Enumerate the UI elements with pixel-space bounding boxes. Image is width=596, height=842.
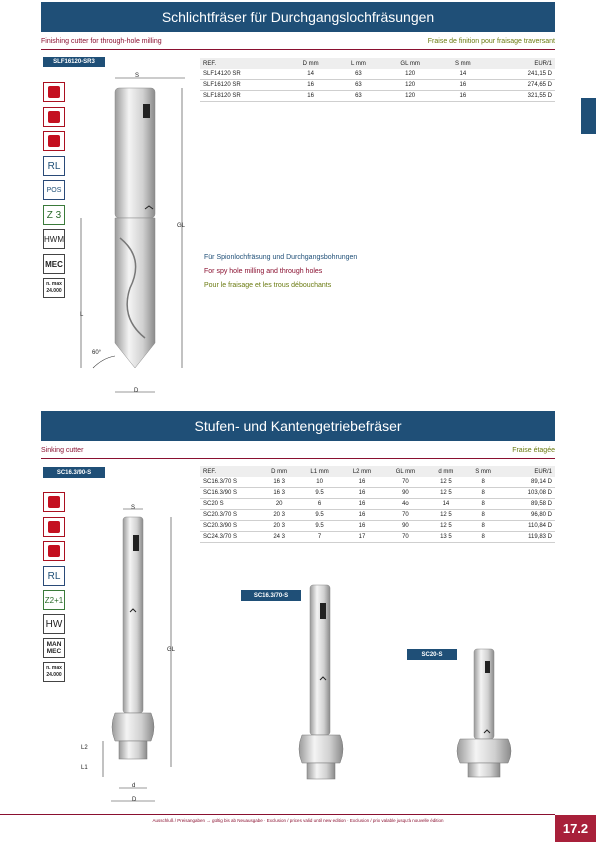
section1-subtitle-row <box>41 38 555 45</box>
cell-s: 8 <box>464 532 502 543</box>
bore-icon <box>43 131 65 151</box>
cell-gl: 120 <box>382 80 439 91</box>
col-ref: REF. <box>200 466 260 477</box>
dim-gl-label: GL <box>177 223 186 229</box>
cell-s: 14 <box>439 69 487 80</box>
section2-divider <box>41 458 555 459</box>
cell-gl: 70 <box>383 477 427 488</box>
cell-l2: 16 <box>341 488 383 499</box>
material-hwm-icon: HWM <box>43 229 65 249</box>
cell-gl: 120 <box>382 91 439 102</box>
cell-ref: SLF18120 SR <box>200 91 286 102</box>
chapter-tab-marker <box>581 98 596 134</box>
section2-title: Stufen- und Kantengetriebefräser <box>194 418 402 434</box>
cell-s: 8 <box>464 510 502 521</box>
cell-d-small: 12 5 <box>428 488 465 499</box>
cell-price: 96,80 D <box>502 510 555 521</box>
table-row <box>200 488 555 499</box>
plunge-icon <box>43 492 65 512</box>
cell-price: 321,55 D <box>487 91 555 102</box>
section1-desc-en: For spy hole milling and through holes <box>204 268 323 275</box>
dim-s-label: S <box>135 73 140 79</box>
table-row <box>200 477 555 488</box>
cell-l: 63 <box>335 69 381 80</box>
section1-spec-table <box>200 58 555 102</box>
flutes-icon: Z2+1 <box>43 590 65 610</box>
rotation-rl-icon: RL <box>43 566 65 586</box>
section2-product-code: SC16.3/90-S <box>43 467 105 478</box>
section2-subtitle-fr: Fraise étagée <box>512 447 555 454</box>
cell-d-small: 14 <box>428 499 465 510</box>
section1-title-banner <box>41 2 555 32</box>
dim-l-label: L <box>80 312 84 318</box>
col-d-small: d mm <box>428 466 465 477</box>
cell-ref: SC20.3/70 S <box>200 510 260 521</box>
cell-d: 14 <box>286 69 335 80</box>
section1-subtitle-fr: Fraise de finition pour fraisage traversant <box>427 38 555 45</box>
cell-s: 8 <box>464 477 502 488</box>
dim-angle-label: 60° <box>92 350 102 356</box>
table-row <box>200 80 555 91</box>
cell-l1: 6 <box>298 499 340 510</box>
col-l: L mm <box>335 58 381 69</box>
cell-price: 119,83 D <box>502 532 555 543</box>
cell-s: 8 <box>464 499 502 510</box>
col-eur: EUR/1 <box>502 466 555 477</box>
cell-l1: 9.5 <box>298 510 340 521</box>
cell-ref: SLF16120 SR <box>200 80 286 91</box>
cell-s: 8 <box>464 521 502 532</box>
cell-gl: 70 <box>383 510 427 521</box>
col-l2: L2 mm <box>341 466 383 477</box>
section2-subtitle-row <box>41 447 555 454</box>
section1-product-code: SLF16120-SR3 <box>43 57 105 67</box>
cell-ref: SC20 S <box>200 499 260 510</box>
table-row <box>200 499 555 510</box>
cell-gl: 90 <box>383 521 427 532</box>
cell-price: 274,65 D <box>487 80 555 91</box>
variant-code-c: SC20-S <box>407 649 457 660</box>
dim-d-label: D <box>134 388 139 394</box>
cell-d: 20 3 <box>260 521 298 532</box>
cell-gl: 120 <box>382 69 439 80</box>
cell-ref: SC16.3/90 S <box>200 488 260 499</box>
cell-d: 24 3 <box>260 532 298 543</box>
flutes-icon: Z 3 <box>43 205 65 225</box>
dim-l2-label: L2 <box>81 745 88 751</box>
dim-d-small-label: d <box>132 783 136 789</box>
cell-s: 8 <box>464 488 502 499</box>
table-row <box>200 521 555 532</box>
col-s: S mm <box>464 466 502 477</box>
cell-l2: 16 <box>341 499 383 510</box>
col-eur: EUR/1 <box>487 58 555 69</box>
pos-icon: POS <box>43 180 65 200</box>
bore-icon <box>43 541 65 561</box>
cell-l2: 16 <box>341 477 383 488</box>
cell-price: 241,15 D <box>487 69 555 80</box>
rpm-icon: n. max 24.000 <box>43 662 65 682</box>
cell-l1: 7 <box>298 532 340 543</box>
cell-l1: 9.5 <box>298 488 340 499</box>
rotation-rl-icon: RL <box>43 156 65 176</box>
mec-icon: MEC <box>43 254 65 274</box>
cell-d: 16 <box>286 80 335 91</box>
cell-s: 16 <box>439 91 487 102</box>
section2-subtitle-en: Sinking cutter <box>41 447 84 454</box>
rpm-icon: n. max 24.000 <box>43 278 65 298</box>
variant-code-b: SC16.3/70-S <box>241 590 301 601</box>
section2-spec-table <box>200 466 555 543</box>
dim-d-label: D <box>132 797 137 803</box>
cell-d: 16 <box>286 91 335 102</box>
cell-d-small: 12 5 <box>428 510 465 521</box>
rotation-icon <box>43 107 65 127</box>
cell-price: 110,84 D <box>502 521 555 532</box>
section1-desc-fr: Pour le fraisage et les trous débouchants <box>204 282 332 289</box>
col-l1: L1 mm <box>298 466 340 477</box>
cell-l1: 10 <box>298 477 340 488</box>
col-ref: REF. <box>200 58 286 69</box>
variant-c-drawing <box>454 645 524 805</box>
table-row <box>200 510 555 521</box>
cell-price: 103,08 D <box>502 488 555 499</box>
cell-d: 16 3 <box>260 488 298 499</box>
cell-l1: 9.5 <box>298 521 340 532</box>
cell-d-small: 13 5 <box>428 532 465 543</box>
variant-b-drawing <box>290 583 360 803</box>
section1-title: Schlichtfräser für Durchgangslochfräsungen <box>161 9 435 25</box>
material-hw-icon: HW <box>43 614 65 634</box>
footer-note: Ausschluß / Preisangaben → gültig bis ab Neuausgabe · Exclusion / prices valid until new edition · Exclusion / prix valable jusqu'à nouvelle édition <box>152 818 444 823</box>
cell-d: 20 3 <box>260 510 298 521</box>
col-d: D mm <box>260 466 298 477</box>
cell-l: 63 <box>335 91 381 102</box>
table-row <box>200 69 555 80</box>
cell-ref: SLF14120 SR <box>200 69 286 80</box>
dim-l1-label: L1 <box>81 765 88 771</box>
section1-subtitle-en: Finishing cutter for through-hole milling <box>41 38 162 45</box>
cell-d-small: 12 5 <box>428 521 465 532</box>
cell-gl: 4o <box>383 499 427 510</box>
cell-d: 20 <box>260 499 298 510</box>
table-header-row <box>200 58 555 69</box>
section1-divider <box>41 49 555 50</box>
col-s: S mm <box>439 58 487 69</box>
cell-l2: 16 <box>341 510 383 521</box>
cell-ref: SC24.3/70 S <box>200 532 260 543</box>
rotation-icon <box>43 517 65 537</box>
section2-tool-drawing <box>75 495 200 815</box>
dim-s-label: S <box>131 505 136 511</box>
section1-desc-de: Für Spionlochfräsung und Durchgangsbohrungen <box>204 254 358 261</box>
page-number: 17.2 <box>555 815 596 842</box>
cell-l2: 17 <box>341 532 383 543</box>
table-header-row <box>200 466 555 477</box>
cell-ref: SC20.3/90 S <box>200 521 260 532</box>
cell-price: 89,14 D <box>502 477 555 488</box>
man-mec-icon: MAN MEC <box>43 638 65 658</box>
dim-gl-label: GL <box>167 647 176 653</box>
cell-price: 89,58 D <box>502 499 555 510</box>
col-d: D mm <box>286 58 335 69</box>
cell-ref: SC16.3/70 S <box>200 477 260 488</box>
cell-s: 16 <box>439 80 487 91</box>
table-row <box>200 91 555 102</box>
table-row <box>200 532 555 543</box>
cell-gl: 90 <box>383 488 427 499</box>
section2-title-banner <box>41 411 555 441</box>
cell-d-small: 12 5 <box>428 477 465 488</box>
col-gl: GL mm <box>382 58 439 69</box>
col-gl: GL mm <box>383 466 427 477</box>
cell-l: 63 <box>335 80 381 91</box>
cell-d: 16 3 <box>260 477 298 488</box>
cell-l2: 16 <box>341 521 383 532</box>
footer-divider <box>0 814 555 815</box>
cell-gl: 70 <box>383 532 427 543</box>
plunge-icon <box>43 82 65 102</box>
